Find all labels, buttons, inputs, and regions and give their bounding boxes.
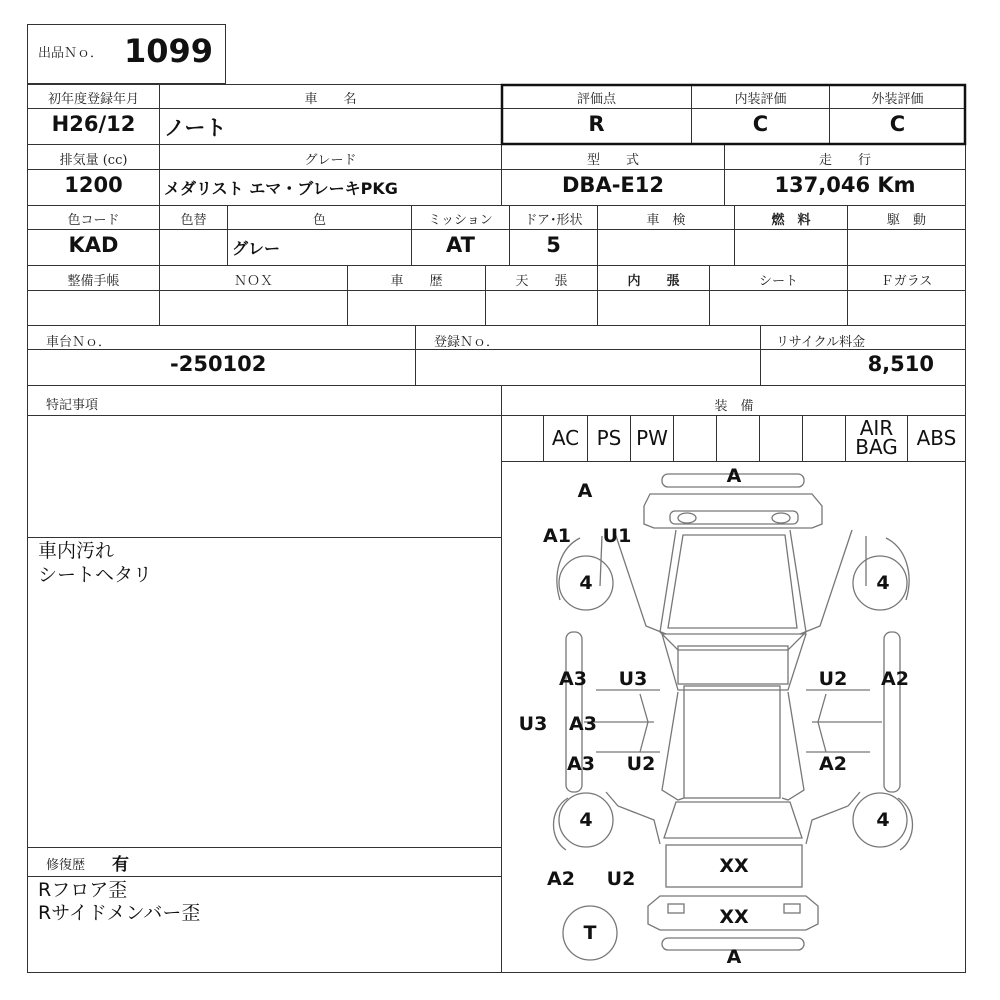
transmission-label: ミッション xyxy=(428,213,493,228)
damage-mark: A3 xyxy=(567,753,595,775)
equipment-item-abs: ABS xyxy=(916,426,957,450)
registration-number-label: 登録Ｎｏ． xyxy=(434,335,500,350)
lot-number-label: 出品Ｎｏ． xyxy=(38,46,104,61)
front-glass-label: Ｆガラス xyxy=(880,274,933,289)
color-code-label: 色コード xyxy=(67,213,120,228)
repair-history-value: 有 xyxy=(112,855,129,875)
spare-tire: T xyxy=(583,922,597,944)
model-label: 型 式 xyxy=(586,153,639,168)
exterior-grade-value: C xyxy=(889,112,906,136)
damage-mark: A xyxy=(577,480,593,502)
damage-mark: XX xyxy=(719,906,749,928)
color-change-label: 色替 xyxy=(180,213,207,228)
repair-line: Rサイドメンバー歪 xyxy=(38,902,201,924)
fuel-label: 燃 料 xyxy=(771,213,811,228)
damage-mark: A2 xyxy=(881,668,909,690)
tire-rear-left: 4 xyxy=(579,809,593,831)
transmission-value: AT xyxy=(446,233,475,257)
displacement-value: 1200 xyxy=(64,173,123,197)
grade-value: メダリスト エマ・ブレーキPKG xyxy=(164,179,398,198)
equipment-label: 装 備 xyxy=(714,399,754,414)
interior-grade-value: C xyxy=(752,112,769,136)
color-code-value: KAD xyxy=(68,233,119,257)
recycle-fee-value: 8,510 xyxy=(867,352,934,376)
equipment-item-ac: AC xyxy=(551,426,580,450)
equipment-item-airbag: AIR BAG xyxy=(855,416,898,459)
damage-mark: U1 xyxy=(602,525,632,547)
remarks-label: 特記事項 xyxy=(46,398,99,413)
maintenance-book-label: 整備手帳 xyxy=(67,274,120,289)
repair-history-label: 修復歴 xyxy=(46,858,86,873)
interior-grade-label: 内装評価 xyxy=(734,92,787,107)
first-registration-value: H26/12 xyxy=(51,112,136,136)
damage-mark: A1 xyxy=(543,525,571,547)
mileage-label: 走 行 xyxy=(818,153,871,168)
damage-mark: A3 xyxy=(569,713,597,735)
color-label: 色 xyxy=(312,213,326,228)
drive-label: 駆 動 xyxy=(886,213,926,228)
car-name-label: 車 名 xyxy=(304,92,357,107)
damage-mark: XX xyxy=(719,855,749,877)
vehicle-history-label: 車 歴 xyxy=(390,274,443,289)
seat-label: シート xyxy=(758,274,798,289)
damage-mark: U3 xyxy=(518,713,548,735)
model-value: DBA-E12 xyxy=(562,173,664,197)
damage-mark: A xyxy=(726,946,742,968)
tire-front-left: 4 xyxy=(579,572,593,594)
tire-front-right: 4 xyxy=(876,572,890,594)
car-name-value: ノート xyxy=(164,116,227,140)
equipment-item-ps: PS xyxy=(596,426,622,450)
doors-label: ドア･形状 xyxy=(524,213,583,228)
remarks-line: シートヘタリ xyxy=(38,564,153,586)
recycle-fee-label: リサイクル料金 xyxy=(776,335,866,350)
damage-mark: U2 xyxy=(606,868,636,890)
damage-mark: U2 xyxy=(818,668,848,690)
inspection-label: 車 検 xyxy=(646,213,686,228)
inner-trim-label: 内 張 xyxy=(627,274,680,289)
first-registration-label: 初年度登録年月 xyxy=(47,92,139,107)
equipment-item-pw: PW xyxy=(636,426,668,450)
chassis-number-value: -250102 xyxy=(170,352,267,376)
displacement-label: 排気量 (cc) xyxy=(59,153,128,168)
ceiling-label: 天 張 xyxy=(515,274,568,289)
damage-mark: A3 xyxy=(559,668,587,690)
doors-value: 5 xyxy=(546,233,561,257)
lot-number: 1099 xyxy=(124,32,214,70)
damage-mark: A xyxy=(726,465,742,487)
mileage-value: 137,046 Km xyxy=(774,173,916,197)
exterior-grade-label: 外装評価 xyxy=(871,92,924,107)
color-value: グレー xyxy=(232,239,281,258)
tire-rear-right: 4 xyxy=(876,809,890,831)
grade-label: グレード xyxy=(304,153,357,168)
score-label: 評価点 xyxy=(576,92,616,107)
damage-mark: U2 xyxy=(626,753,656,775)
repair-line: Rフロア歪 xyxy=(38,879,128,901)
chassis-number-label: 車台Ｎｏ． xyxy=(46,335,112,350)
damage-mark: A2 xyxy=(547,868,575,890)
nox-label: ＮＯＸ xyxy=(233,274,273,289)
damage-mark: A2 xyxy=(819,753,847,775)
score-value: R xyxy=(588,112,605,136)
damage-mark: U3 xyxy=(618,668,648,690)
remarks-line: 車内汚れ xyxy=(38,540,115,562)
